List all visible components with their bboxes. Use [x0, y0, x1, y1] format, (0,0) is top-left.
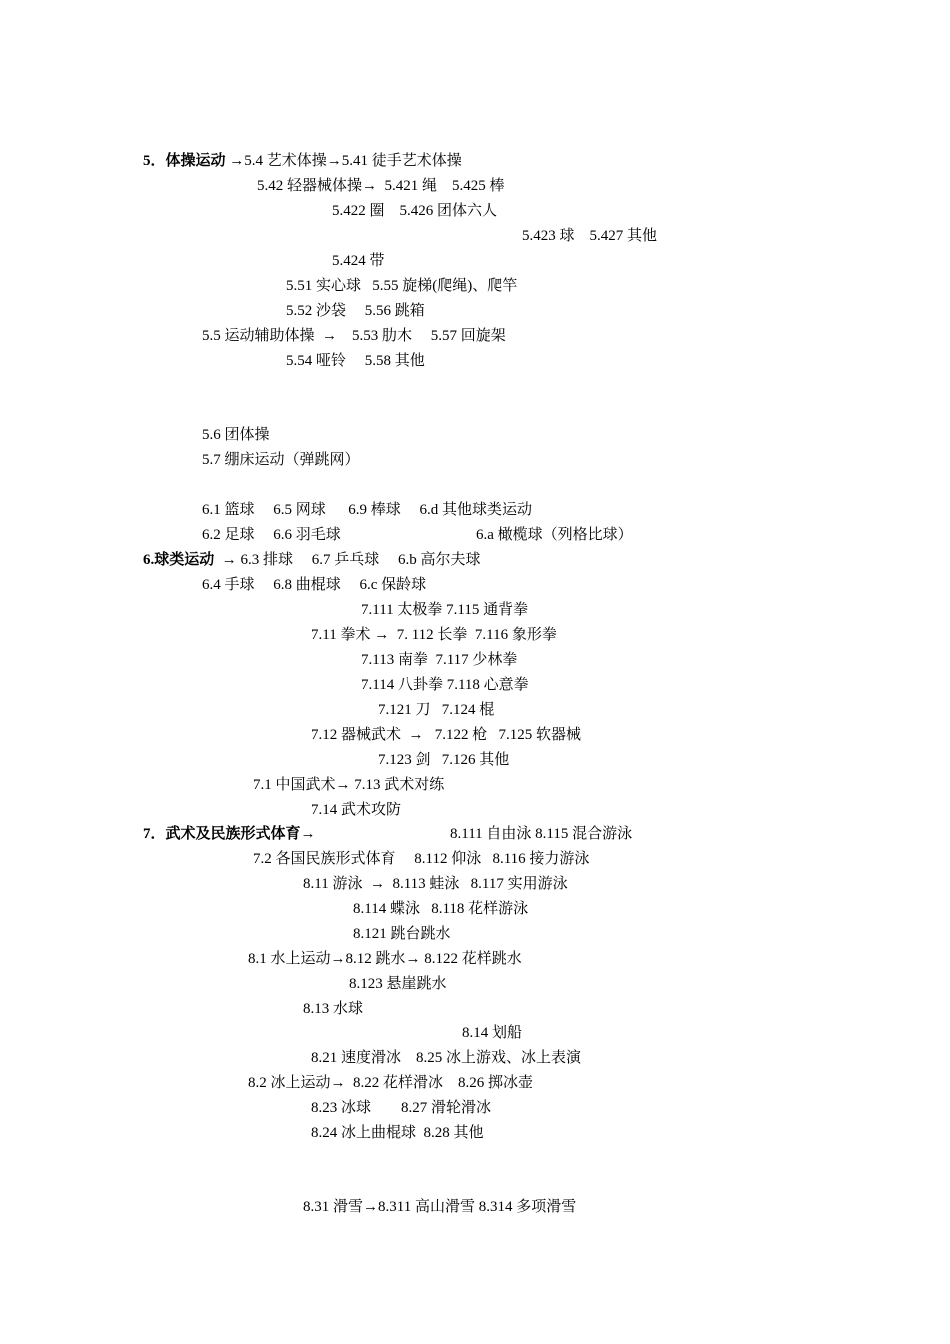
line-ice-sports: 8.2 冰上运动→ 8.22 花样滑冰 8.26 掷冰壶 [248, 1075, 534, 1091]
heading-wushu: 7．武术及民族形式体育→ [143, 826, 316, 842]
line-ball: 5.423 球 5.427 其他 [522, 228, 658, 244]
line-speed-skating: 8.21 速度滑冰 8.25 冰上游戏、冰上表演 [311, 1050, 582, 1066]
line-taiji: 7.111 太极拳 7.115 通背拳 [361, 602, 529, 618]
line-skiing: 8.31 滑雪→8.311 高山滑雪 8.314 多项滑雪 [303, 1199, 577, 1215]
heading-gymnastics-label: 5．体操运动 [143, 153, 230, 169]
line-rugby: 6.a 橄榄球（列格比球） [476, 527, 633, 543]
line-hoop: 5.422 圈 5.426 团体六人 [332, 203, 498, 219]
line-dumbbell: 5.54 哑铃 5.58 其他 [286, 353, 425, 369]
line-basketball: 6.1 篮球 6.5 网球 6.9 棒球 6.d 其他球类运动 [202, 502, 533, 518]
line-wushu-attack-defense: 7.14 武术攻防 [311, 802, 402, 818]
line-butterfly: 8.114 蝶泳 8.118 花样游泳 [353, 901, 529, 917]
heading-ball-sports-label: 6.球类运动 [143, 552, 222, 568]
line-water-polo: 8.13 水球 [303, 1001, 364, 1017]
line-ribbon: 5.424 带 [332, 253, 385, 269]
line-sandbag: 5.52 沙袋 5.56 跳箱 [286, 303, 425, 319]
line-handball: 6.4 手球 6.8 曲棍球 6.c 保龄球 [202, 577, 427, 593]
heading-ball-sports-rest: → 6.3 排球 6.7 乒乓球 6.b 高尔夫球 [221, 552, 481, 568]
line-medicine-ball: 5.51 实心球 5.55 旋梯(爬绳)、爬竿 [286, 278, 518, 294]
line-auxiliary-gymnastics: 5.5 运动辅助体操 → 5.53 肋木 5.57 回旋架 [202, 328, 506, 344]
line-sword: 7.123 剑 7.126 其他 [378, 752, 510, 768]
line-football: 6.2 足球 6.6 羽毛球 [202, 527, 341, 543]
heading-gymnastics-rest: →5.4 艺术体操→5.41 徒手艺术体操 [229, 153, 462, 169]
line-water-sports: 8.1 水上运动→8.12 跳水→ 8.122 花样跳水 [248, 951, 522, 967]
heading-ball-sports [143, 550, 481, 570]
line-chinese-wushu: 7.1 中国武术→ 7.13 武术对练 [253, 777, 445, 793]
line-weapon-wushu: 7.12 器械武术 → 7.122 枪 7.125 软器械 [311, 727, 582, 743]
line-swimming: 8.11 游泳 → 8.113 蛙泳 8.117 实用游泳 [303, 876, 568, 892]
line-platform-diving: 8.121 跳台跳水 [353, 926, 451, 942]
line-group-gymnastics: 5.6 团体操 [202, 427, 270, 443]
line-rowing: 8.14 划船 [462, 1025, 523, 1041]
line-ice-hockey: 8.23 冰球 8.27 滑轮滑冰 [311, 1100, 492, 1116]
line-national-sports: 7.2 各国民族形式体育 8.112 仰泳 8.116 接力游泳 [253, 851, 590, 867]
line-bandy: 8.24 冰上曲棍球 8.28 其他 [311, 1125, 484, 1141]
line-broadsword: 7.121 刀 7.124 棍 [378, 702, 495, 718]
line-bagua: 7.114 八卦拳 7.118 心意拳 [361, 677, 529, 693]
line-boxing: 7.11 拳术 → 7. 112 长拳 7.116 象形拳 [311, 627, 557, 643]
line-southern-fist: 7.113 南拳 7.117 少林拳 [361, 652, 518, 668]
line-trampoline: 5.7 绷床运动（弹跳网） [202, 452, 360, 468]
heading-gymnastics [143, 151, 462, 171]
line-light-apparatus: 5.42 轻器械体操→ 5.421 绳 5.425 棒 [257, 178, 505, 194]
line-cliff-diving: 8.123 悬崖跳水 [349, 976, 447, 992]
line-freestyle: 8.111 自由泳 8.115 混合游泳 [450, 826, 633, 842]
